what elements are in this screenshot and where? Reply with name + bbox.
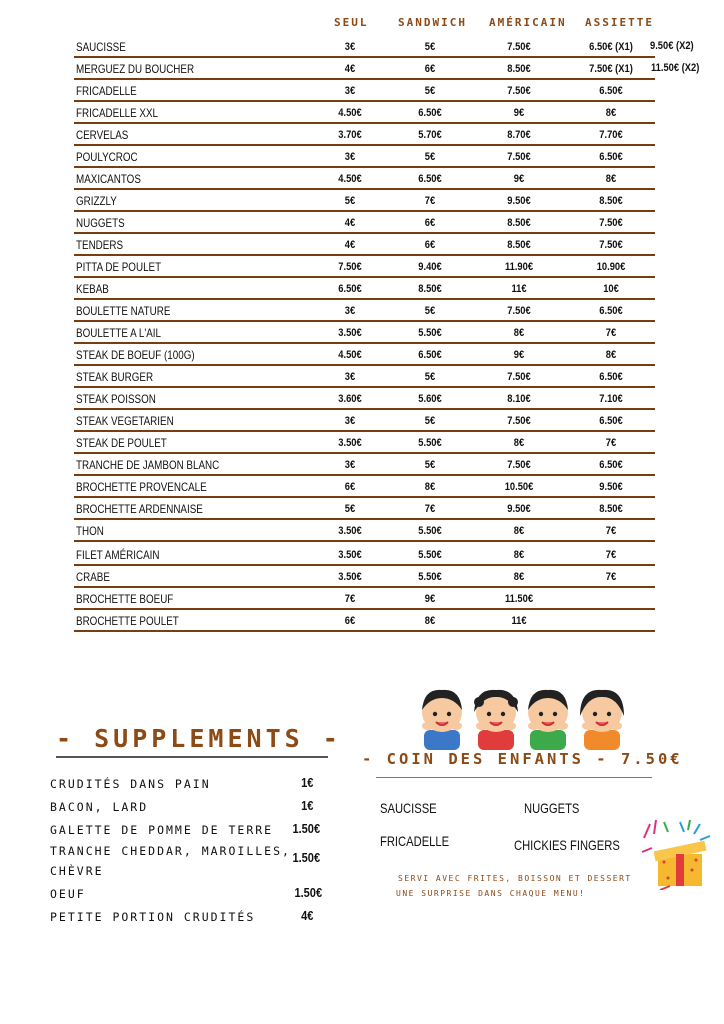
item-name: BOULETTE A L'AIL [76,326,162,340]
price-americain: 7.50€ [507,415,531,427]
price-americain: 8€ [513,525,525,537]
menu-row [74,190,655,212]
price-seul: 3.50€ [338,571,362,583]
supplement-name: TRANCHE CHEDDAR, MAROILLES, [50,844,291,858]
price-seul: 3.50€ [338,437,362,449]
price-sandwich: 5€ [424,305,436,317]
price-americain: 7.50€ [507,371,531,383]
menu-row [74,36,655,58]
price-assiette: 7€ [605,327,617,339]
supplements-divider [56,756,328,758]
price-sandwich: 6€ [424,217,436,229]
price-sandwich: 5€ [424,41,436,53]
item-name: BROCHETTE PROVENCALE [76,480,207,494]
menu-row [74,344,655,366]
item-name: STEAK VEGETARIEN [76,414,174,428]
price-americain: 11€ [511,283,527,295]
price-sandwich: 5€ [424,415,436,427]
price-seul: 3€ [344,371,356,383]
price-assiette: 7.10€ [599,393,623,405]
kids-divider [376,777,652,778]
price-seul: 7.50€ [338,261,362,273]
price-seul: 3€ [344,459,356,471]
menu-row [74,256,655,278]
supplement-name: OEUF [50,887,86,901]
item-name: FRICADELLE XXL [76,106,159,120]
price-assiette: 8.50€ [599,195,623,207]
price-sandwich: 7€ [424,195,436,207]
row-divider [74,630,655,632]
kid-illustration-1 [414,682,470,750]
price-americain: 7.50€ [507,305,531,317]
price-assiette-x2: 11.50€ (X2) [651,62,700,74]
kids-choice-nuggets: NUGGETS [524,800,580,816]
menu-row [74,322,655,344]
item-name: BROCHETTE POULET [76,614,179,628]
menu-row [74,410,655,432]
supplement-price: 1.50€ [294,885,323,900]
price-americain: 8.50€ [507,63,531,75]
menu-row [74,124,655,146]
price-seul: 6€ [344,481,356,493]
item-name: STEAK DE BOEUF (100G) [76,348,195,362]
item-name: FRICADELLE [76,84,137,98]
price-americain: 11€ [511,615,527,627]
price-seul: 3.50€ [338,549,362,561]
kids-note-1: SERVI AVEC FRITES, BOISSON ET DESSERT [398,874,632,883]
price-seul: 3.60€ [338,393,362,405]
price-americain: 8.10€ [507,393,531,405]
price-americain: 11.90€ [504,261,534,273]
item-name: STEAK POISSON [76,392,156,406]
price-seul: 3.70€ [338,129,362,141]
price-sandwich: 5.50€ [418,327,442,339]
menu-row [74,234,655,256]
kid-illustration-3 [520,682,576,750]
price-sandwich: 5.50€ [418,571,442,583]
item-name: GRIZZLY [76,194,117,208]
price-sandwich: 6€ [424,239,436,251]
price-seul: 3€ [344,85,356,97]
supplement-name-continued: CHÈVRE [50,864,104,878]
price-americain: 7.50€ [507,85,531,97]
price-seul: 4€ [344,217,356,229]
supplement-price: 1€ [301,775,314,790]
price-americain: 8€ [513,549,525,561]
price-seul: 5€ [344,195,356,207]
item-name: MAXICANTOS [76,172,141,186]
column-header-seul: SEUL [334,16,369,29]
price-sandwich: 9€ [424,593,436,605]
menu-row [74,588,655,610]
price-americain: 9€ [513,349,525,361]
price-assiette: 7.50€ [599,217,623,229]
column-header-americain: AMÉRICAIN [489,16,567,29]
price-assiette: 8€ [605,173,617,185]
column-header-assiette: ASSIETTE [585,16,654,29]
price-sandwich: 9.40€ [418,261,442,273]
column-header-sandwich: SANDWICH [398,16,467,29]
price-assiette: 6.50€ [599,151,623,163]
menu-row [74,544,655,566]
price-sandwich: 8.50€ [418,283,442,295]
price-americain: 9.50€ [507,503,531,515]
price-seul: 4€ [344,63,356,75]
kids-choice-chickies-fingers: CHICKIES FINGERS [514,837,620,853]
price-seul: 3€ [344,305,356,317]
price-assiette: 7€ [605,437,617,449]
price-assiette: 6.50€ [599,371,623,383]
menu-row [74,366,655,388]
price-seul: 5€ [344,503,356,515]
menu-row [74,168,655,190]
item-name: KEBAB [76,282,109,296]
item-name: BOULETTE NATURE [76,304,171,318]
menu-row [74,454,655,476]
price-seul: 3€ [344,415,356,427]
supplement-price: 4€ [301,908,314,923]
price-americain: 9€ [513,173,525,185]
price-assiette: 6.50€ [599,415,623,427]
price-assiette: 6.50€ (X1) [589,41,633,53]
price-assiette: 7.50€ (X1) [589,63,633,75]
price-sandwich: 5.50€ [418,437,442,449]
price-americain: 8€ [513,437,525,449]
price-americain: 11.50€ [504,593,534,605]
item-name: MERGUEZ DU BOUCHER [76,62,195,76]
item-name: POULYCROC [76,150,138,164]
price-sandwich: 5.50€ [418,525,442,537]
price-americain: 9.50€ [507,195,531,207]
price-sandwich: 8€ [424,481,436,493]
supplement-price: 1.50€ [292,821,321,836]
price-assiette-x2: 9.50€ (X2) [650,40,694,52]
supplement-name: PETITE PORTION CRUDITÉS [50,910,256,924]
item-name: FILET AMÉRICAIN [76,548,160,562]
price-sandwich: 8€ [424,615,436,627]
item-name: TENDERS [76,238,124,252]
item-name: NUGGETS [76,216,125,230]
price-assiette: 6.50€ [599,305,623,317]
price-americain: 8.50€ [507,217,531,229]
menu-row [74,102,655,124]
price-sandwich: 5€ [424,85,436,97]
price-seul: 3.50€ [338,327,362,339]
price-sandwich: 6.50€ [418,107,442,119]
price-sandwich: 6.50€ [418,173,442,185]
price-assiette: 10.90€ [596,261,626,273]
supplements-title: - SUPPLEMENTS - [56,724,342,753]
price-sandwich: 5€ [424,151,436,163]
supplement-price: 1€ [301,798,314,813]
menu-row [74,566,655,588]
item-name: TRANCHE DE JAMBON BLANC [76,458,220,472]
price-assiette: 7.50€ [599,239,623,251]
supplement-name: CRUDITÉS DANS PAIN [50,777,211,791]
price-americain: 8.70€ [507,129,531,141]
menu-row [74,58,655,80]
price-assiette: 6.50€ [599,85,623,97]
price-sandwich: 5€ [424,459,436,471]
menu-row [74,278,655,300]
price-seul: 4.50€ [338,349,362,361]
menu-row [74,146,655,168]
kids-choice-fricadelle: FRICADELLE [380,833,450,849]
price-americain: 7.50€ [507,459,531,471]
menu-row [74,388,655,410]
price-seul: 4€ [344,239,356,251]
price-assiette: 8€ [605,349,617,361]
row-divider [74,540,655,542]
item-name: SAUCISSE [76,40,126,54]
supplement-price: 1.50€ [292,850,321,865]
supplement-name: GALETTE DE POMME DE TERRE [50,823,274,837]
price-americain: 8.50€ [507,239,531,251]
price-assiette: 6.50€ [599,459,623,471]
price-seul: 4.50€ [338,107,362,119]
item-name: BROCHETTE BOEUF [76,592,174,606]
price-assiette: 7€ [605,549,617,561]
price-americain: 7.50€ [507,151,531,163]
menu-row [74,520,655,542]
price-sandwich: 5€ [424,371,436,383]
item-name: CERVELAS [76,128,129,142]
menu-row [74,476,655,498]
menu-row [74,610,655,632]
price-assiette: 7.70€ [599,129,623,141]
kid-illustration-4 [574,682,630,750]
price-sandwich: 6.50€ [418,349,442,361]
price-americain: 7.50€ [507,41,531,53]
item-name: STEAK DE POULET [76,436,167,450]
price-seul: 6€ [344,615,356,627]
price-seul: 3€ [344,41,356,53]
kid-illustration-2 [468,682,524,750]
price-seul: 3€ [344,151,356,163]
kids-menu-title: - COIN DES ENFANTS - 7.50€ [362,750,683,768]
price-seul: 3.50€ [338,525,362,537]
price-americain: 9€ [513,107,525,119]
price-americain: 10.50€ [504,481,534,493]
item-name: BROCHETTE ARDENNAISE [76,502,203,516]
gift-box-icon [640,818,718,890]
price-americain: 8€ [513,327,525,339]
price-seul: 4.50€ [338,173,362,185]
price-assiette: 9.50€ [599,481,623,493]
item-name: CRABE [76,570,110,584]
menu-row [74,432,655,454]
item-name: THON [76,524,104,538]
kids-note-2: UNE SURPRISE DANS CHAQUE MENU! [396,889,586,898]
price-americain: 8€ [513,571,525,583]
price-assiette: 8.50€ [599,503,623,515]
menu-row [74,498,655,520]
price-sandwich: 6€ [424,63,436,75]
item-name: PITTA DE POULET [76,260,162,274]
supplement-name: BACON, LARD [50,800,149,814]
price-seul: 7€ [344,593,356,605]
price-assiette: 8€ [605,107,617,119]
price-seul: 6.50€ [338,283,362,295]
menu-row [74,212,655,234]
price-sandwich: 5.50€ [418,549,442,561]
menu-row [74,80,655,102]
price-assiette: 7€ [605,525,617,537]
price-sandwich: 7€ [424,503,436,515]
price-sandwich: 5.60€ [418,393,442,405]
kids-choice-saucisse: SAUCISSE [380,800,437,816]
price-sandwich: 5.70€ [418,129,442,141]
price-assiette: 10€ [603,283,619,295]
item-name: STEAK BURGER [76,370,154,384]
menu-row [74,300,655,322]
price-assiette: 7€ [605,571,617,583]
